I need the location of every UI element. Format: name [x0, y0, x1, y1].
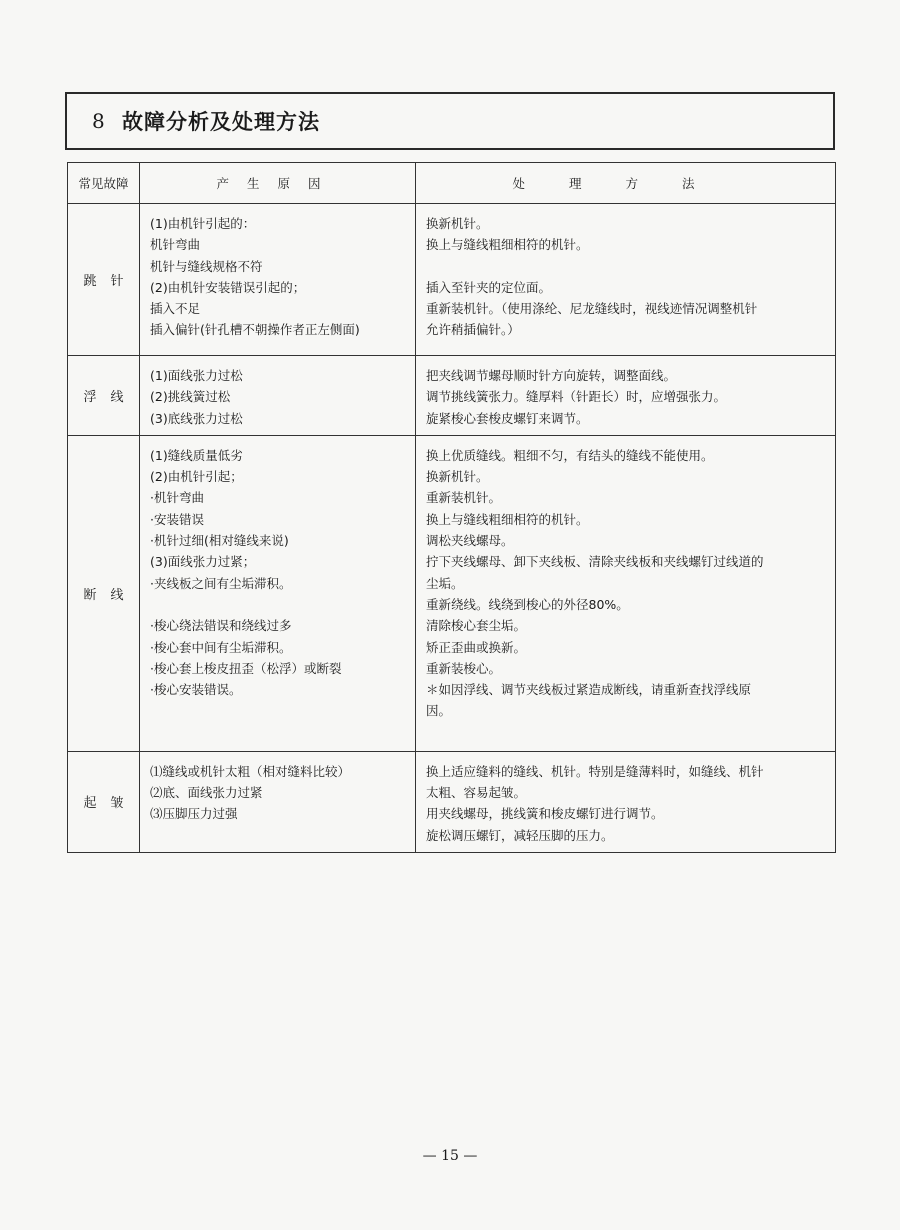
fault-name-cell: 起皱 — [68, 751, 140, 852]
cell-lines — [416, 436, 835, 728]
text-line: (1)面线张力过松 — [150, 368, 243, 383]
table-row — [68, 204, 836, 356]
header-fault: 常见故障 — [68, 163, 140, 204]
page-number: — 15 — — [422, 1148, 478, 1164]
text-line: ·梭心套上梭皮扭歪（松浮）或断裂 — [150, 660, 342, 676]
text-line: ·夹线板之间有尘垢滞积。 — [150, 575, 292, 591]
method-cell — [416, 751, 836, 852]
table-header-row — [68, 163, 836, 204]
text-line: (3)底线张力过松 — [150, 410, 243, 426]
text-line: 允许稍插偏针。） — [426, 322, 520, 338]
cell-lines — [140, 204, 415, 347]
text-line: 机针与缝线规格不符 — [150, 258, 263, 274]
text-line: ·机针弯曲 — [150, 490, 204, 506]
cell-lines — [416, 356, 835, 435]
text-line: 把夹线调节螺母顺时针方向旋转，调整面线。 — [426, 368, 677, 383]
header-cause: 产生原因 — [140, 163, 416, 204]
text-line: (3)面线张力过紧； — [150, 554, 256, 570]
text-line: (2)由机针安装错误引起的； — [150, 279, 306, 295]
fault-name-cell: 断线 — [68, 435, 140, 751]
method-cell — [416, 204, 836, 356]
text-line: (2)由机针引起； — [150, 469, 243, 485]
text-line: 矫正歪曲或换新。 — [426, 639, 527, 655]
table-row — [68, 356, 836, 436]
blank-line — [426, 256, 829, 277]
text-line: 重新装机针。 — [426, 490, 502, 506]
text-line: 太粗、容易起皱。 — [426, 785, 527, 801]
text-line: (1)由机针引起的： — [150, 216, 256, 231]
text-line: ⑵底、面线张力过紧 — [150, 785, 263, 801]
text-line: 换上与缝线粗细相符的机针。 — [426, 237, 589, 253]
cause-cell — [140, 356, 416, 436]
text-line: 换新机针。 — [426, 216, 489, 231]
text-line: 重新装梭心。 — [426, 660, 502, 676]
text-line: 重新装机针。（使用涤纶、尼龙缝线时，视线迹情况调整机针 — [426, 301, 758, 317]
text-line: 插入不足 — [150, 301, 201, 317]
cause-cell — [140, 435, 416, 751]
text-line: 换新机针。 — [426, 469, 489, 485]
cell-lines — [140, 752, 415, 831]
text-line: 用夹线螺母，挑线簧和梭皮螺钉进行调节。 — [426, 806, 664, 822]
text-line: 换上适应缝料的缝线、机针。特别是缝薄料时，如缝线、机针 — [426, 763, 764, 779]
text-line: ·梭心安装错误。 — [150, 682, 242, 698]
table-row — [68, 435, 836, 751]
method-cell — [416, 356, 836, 436]
text-line: 插入偏针(针孔槽不朝操作者正左侧面) — [150, 322, 360, 338]
section-title: 故障分析及处理方法 — [122, 110, 320, 134]
blank-line — [150, 594, 409, 615]
text-line: 调节挑线簧张力。缝厚料（针距长）时，应增强张力。 — [426, 389, 727, 405]
text-line: (2)挑线簧过松 — [150, 389, 231, 405]
cell-lines — [140, 436, 415, 707]
cause-cell — [140, 204, 416, 356]
table-body — [68, 204, 836, 853]
text-line: 因。 — [426, 703, 452, 719]
text-line: 重新绕线。线绕到梭心的外径80%。 — [426, 596, 629, 612]
text-line: ·机针过细(相对缝线来说) — [150, 533, 289, 549]
text-line: ⑴缝线或机针太粗（相对缝料比较） — [150, 763, 351, 779]
fault-name-cell: 浮线 — [68, 356, 140, 436]
header-method: 处理方法 — [416, 163, 836, 204]
text-line: (1)缝线质量低劣 — [150, 447, 243, 463]
text-line: ⑶压脚压力过强 — [150, 806, 238, 822]
text-line: 机针弯曲 — [150, 237, 201, 253]
fault-table — [67, 162, 836, 853]
cell-lines — [416, 752, 835, 852]
text-line: 尘垢。 — [426, 575, 464, 591]
text-line: 旋紧梭心套梭皮螺钉来调节。 — [426, 410, 589, 426]
section-number: 8 — [92, 109, 105, 133]
method-cell — [416, 435, 836, 751]
fault-name-cell: 跳针 — [68, 204, 140, 356]
text-line: 插入至针夹的定位面。 — [426, 279, 552, 295]
text-line: 清除梭心套尘垢。 — [426, 618, 527, 634]
text-line: 旋松调压螺钉，减轻压脚的压力。 — [426, 827, 614, 843]
text-line: 换上优质缝线。粗细不匀，有结头的缝线不能使用。 — [426, 447, 714, 463]
cell-lines — [140, 356, 415, 435]
text-line: 拧下夹线螺母、卸下夹线板、清除夹线板和夹线螺钉过线道的 — [426, 554, 764, 570]
text-line: ·安装错误 — [150, 511, 204, 527]
section-title-box — [65, 92, 835, 150]
table-row — [68, 751, 836, 852]
cell-lines — [416, 204, 835, 347]
text-line: ·梭心绕法错误和绕线过多 — [150, 618, 292, 634]
text-line: 换上与缝线粗细相符的机针。 — [426, 511, 589, 527]
text-line: ·梭心套中间有尘垢滞积。 — [150, 639, 292, 655]
text-line: 调松夹线螺母。 — [426, 533, 514, 549]
cause-cell — [140, 751, 416, 852]
text-line: ＊如因浮线、调节夹线板过紧造成断线，请重新查找浮线原 — [426, 682, 752, 698]
